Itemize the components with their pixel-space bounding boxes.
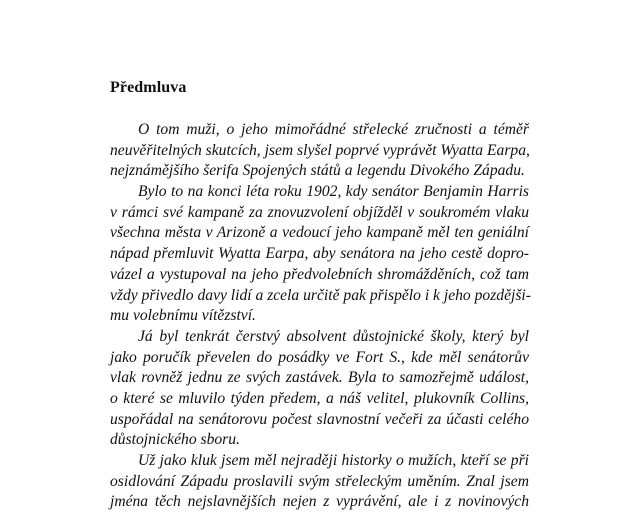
preface-body <box>110 120 529 513</box>
text-line: Já byl tenkrát čerstvý absolvent důstojnické školy, který byl <box>138 327 529 345</box>
text-line: Už jako kluk jsem měl nejraději historky o mužích, kteří se při <box>138 452 529 469</box>
text-line: Bylo to na konci léta roku 1902, kdy senátor Benjamin Harris <box>138 183 529 201</box>
text-line: nápad přemluvit Wyatta Earpa, aby senátora na jeho cestě dopro- <box>110 245 529 263</box>
text-line: vlak rovněž jednu ze svých zastávek. Byla to samozřejmě událost, <box>110 369 529 387</box>
text-line: jména těch nejslavnějších nejen z vyprávění, ale i z novinových <box>110 493 529 511</box>
text-line: jako poručík převelen do posádky ve Fort S., kde měl senátorův <box>110 348 529 366</box>
text-line: O tom muži, o jeho mimořádné střelecké zručnosti a téměř <box>138 121 529 138</box>
chapter-heading: Předmluva <box>110 79 187 96</box>
text-line: v rámci své kampaně za znovuzvolení objížděl v soukromém vlaku <box>110 203 529 221</box>
text-line: všechna města v Arizoně a vedoucí jeho kampaně měl ten geniální <box>110 224 529 242</box>
text-line: vždy přivedlo davy lidí a zcela určitě pak přispělo i k jeho pozdějši- <box>110 286 531 304</box>
text-line: o které se mluvilo týden předem, a náš velitel, plukovník Collins, <box>110 389 529 407</box>
text-line: důstojnického sboru. <box>110 431 240 449</box>
text-line: osidlování Západu proslavili svým střeleckým uměním. Znal jsem <box>110 472 529 490</box>
text-line: uspořádal na senátorovu počest slavnostní večeři za účasti celého <box>110 410 529 428</box>
text-line: vázel a vystupoval na jeho předvolebních shromážděních, což tam <box>110 265 529 283</box>
text-line: neuvěřitelných skutcích, jsem slyšel poprvé vyprávět Wyatta Earpa, <box>110 141 530 159</box>
text-line: mu volebnímu vítězství. <box>110 307 256 325</box>
text-line: nejznámějšího šerifa Spojených států a legendu Divokého Západu. <box>110 162 525 180</box>
